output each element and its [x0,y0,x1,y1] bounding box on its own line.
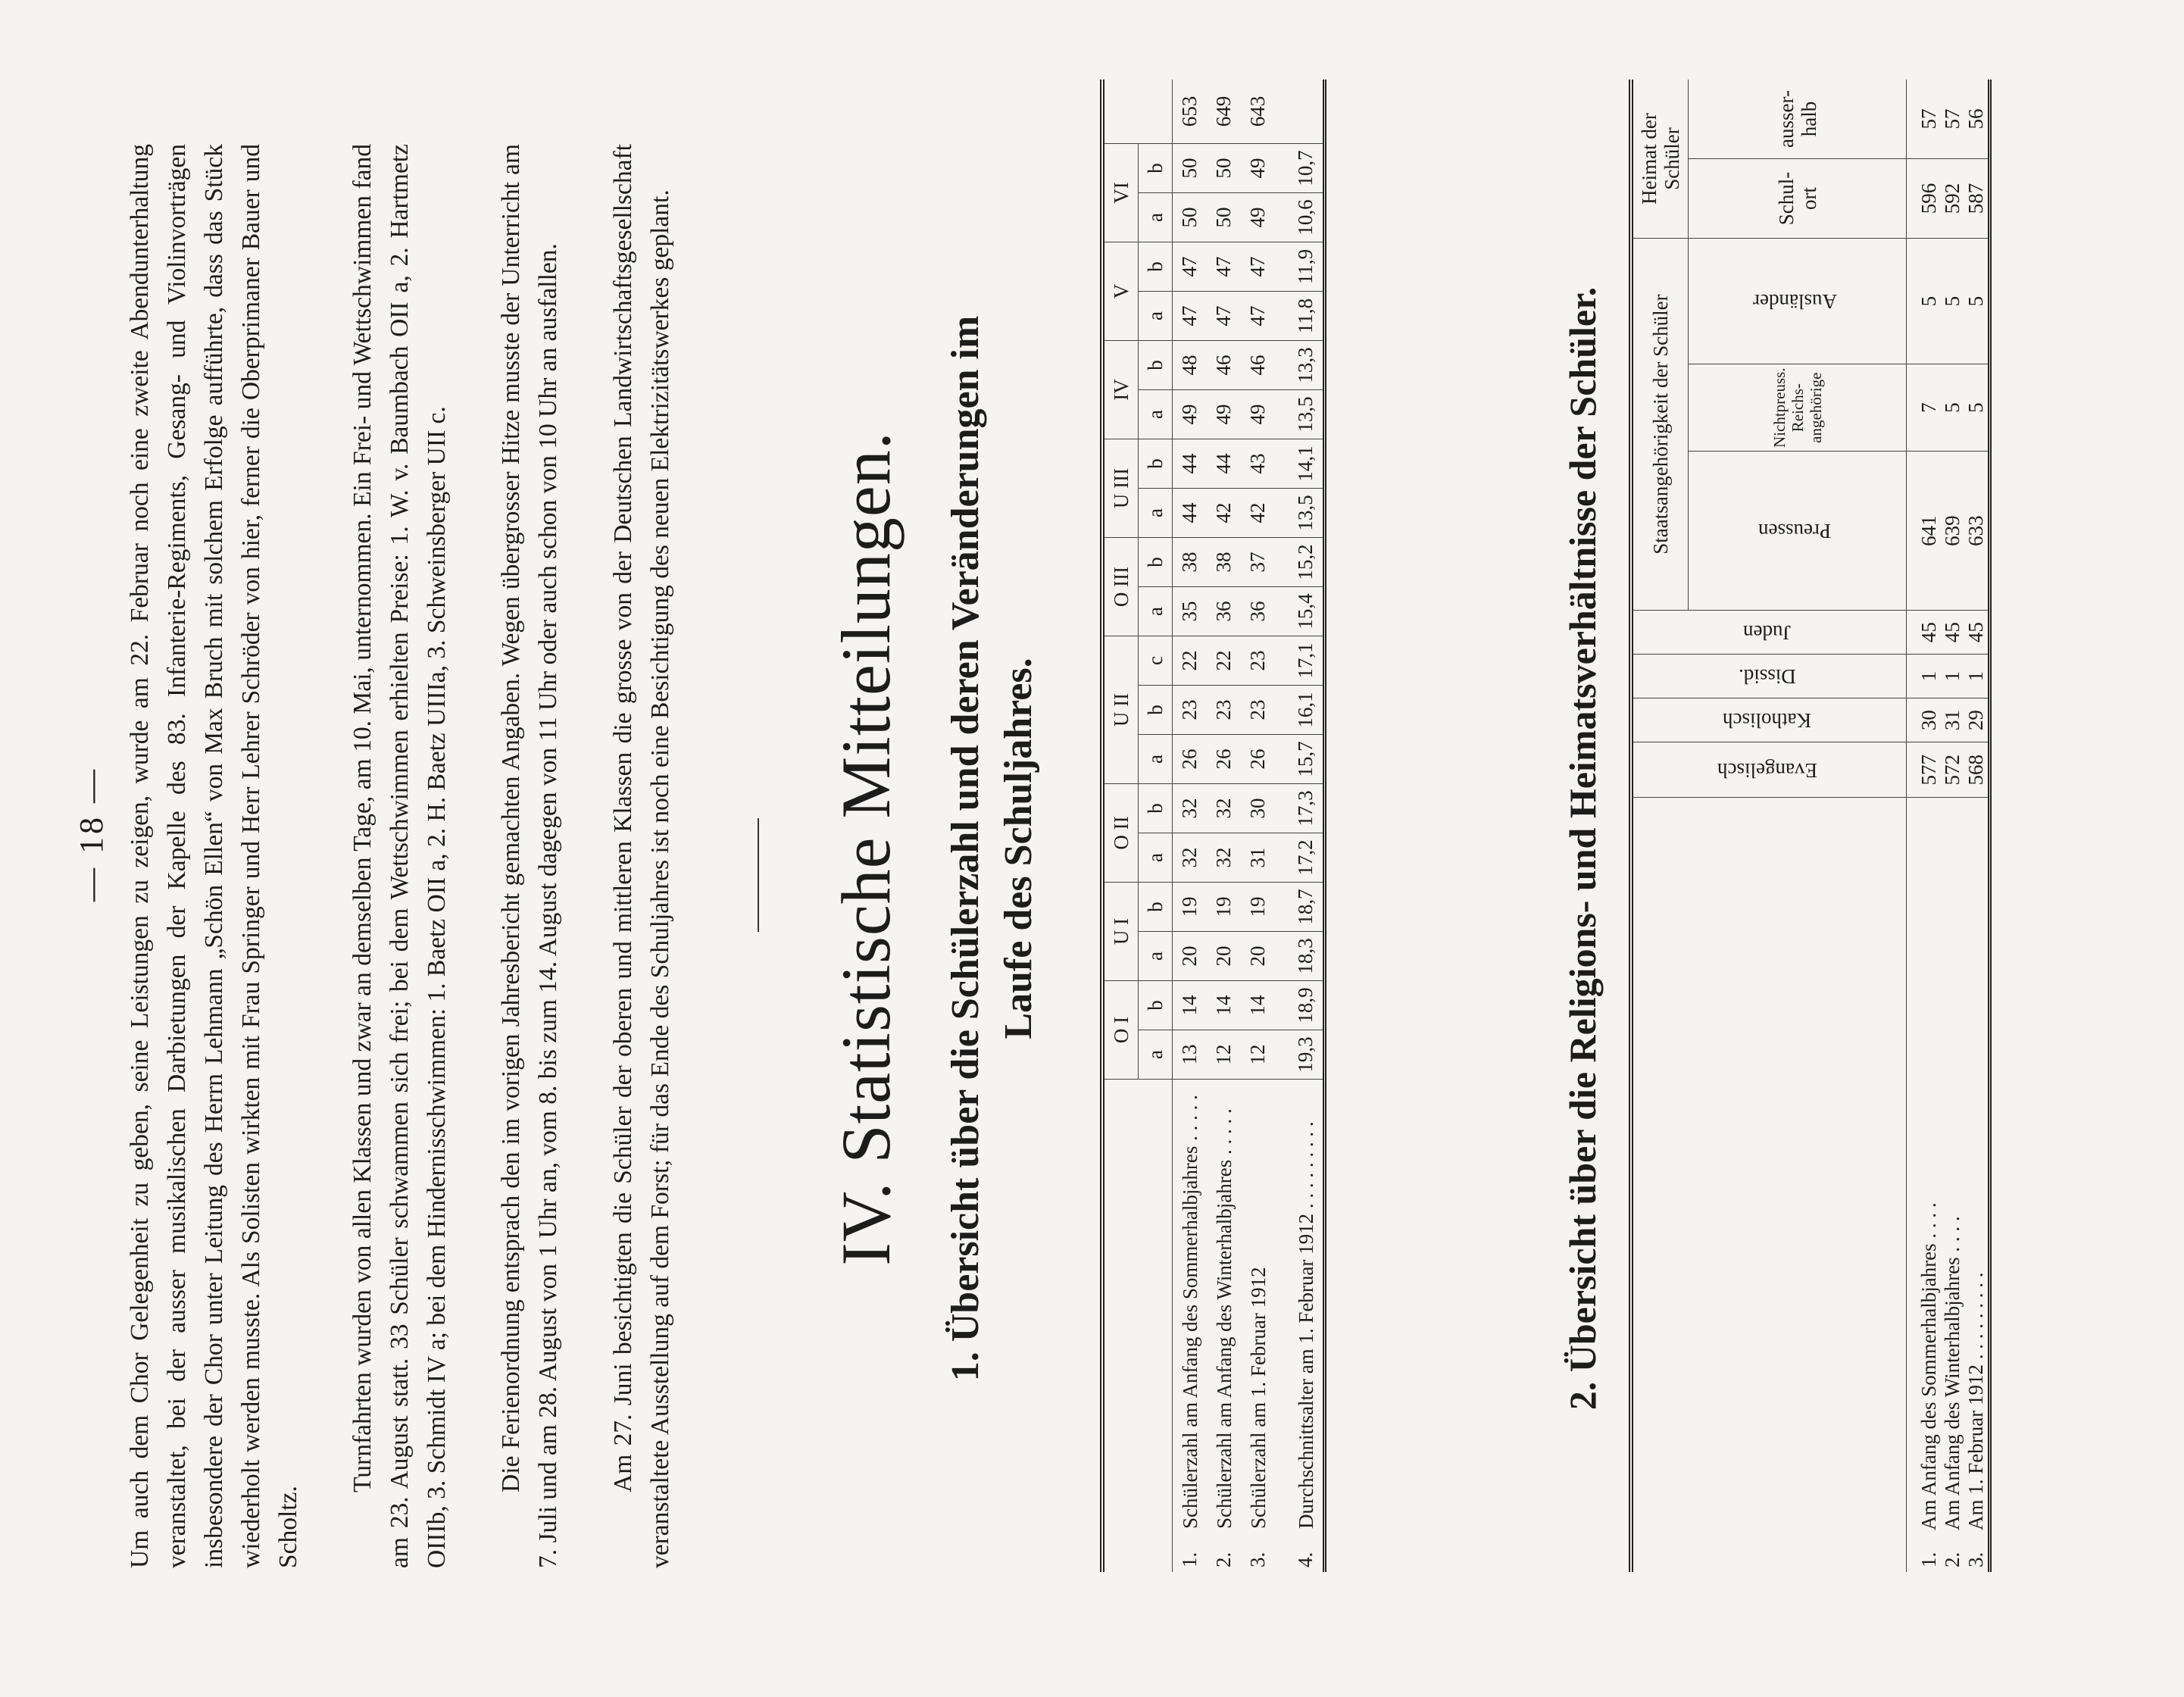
table-cell: 10,7 [1275,144,1325,193]
table-cell: 45 [1964,611,1990,655]
table-cell: 49 [1173,390,1208,439]
table-cell: 1 [1941,655,1964,698]
table-cell: 19 [1173,883,1208,932]
row-number: 1. [1178,1552,1201,1567]
table-cell: 23 [1207,686,1241,735]
table2-title: 2. Übersicht über die Religions- und Heimatsverhältnisse der Schüler. [1561,286,1604,1411]
table-cell: 47 [1241,292,1275,341]
table-cell: 14 [1241,981,1275,1030]
row-total [1275,80,1325,144]
table-cell: 47 [1207,292,1241,341]
subclass-header: b [1139,883,1173,932]
table-cell: 19 [1207,883,1241,932]
table-cell: 1 [1907,655,1942,698]
table-cell: 15,4 [1275,587,1325,636]
class-header: U III [1102,439,1139,538]
table-cell: 44 [1207,439,1241,489]
row-number: 2. [1941,1552,1964,1567]
label-header [1102,1080,1173,1573]
row-label: Am 1. Februar 1912 . . . . . . . . . [1964,1272,1987,1530]
subclass-header: b [1139,538,1173,587]
subclass-header: a [1139,833,1173,883]
table-cell: 57 [1907,80,1942,159]
table-cell: 23 [1241,686,1275,735]
row-number: 3. [1246,1552,1269,1567]
table-cell: 5 [1964,239,1990,364]
header-juden: Juden [1631,611,1907,655]
paragraph-holidays: Die Ferienordnung entsprach den im vorigen Jahresbericht gemachten Angaben. Wegen übergrosser Hitze musste der Unterricht am 7. Juli und am 28. August von 1 Uhr an, vom 8. bis zum 14. August dagegen von 11 Uhr oder auch schon von 10 Uhr an ausfallen. [497,144,562,1568]
subclass-header: a [1139,489,1173,538]
table-cell: 1 [1964,655,1990,698]
class-header: U II [1102,636,1139,784]
table-cell: 20 [1173,932,1208,981]
table-cell: 5 [1941,239,1964,364]
table-cell: 38 [1207,538,1241,587]
table-cell: 49 [1241,144,1275,193]
row-number: 3. [1964,1552,1987,1567]
table-cell: 37 [1241,538,1275,587]
table-cell: 18,3 [1275,932,1325,981]
table-cell: 14 [1207,981,1241,1030]
table-cell: 31 [1941,698,1964,742]
table-cell: 47 [1241,242,1275,292]
header-staat: Staatsangehörigkeit der Schüler [1631,239,1689,611]
subclass-header: b [1139,784,1173,833]
table-cell: 22 [1207,636,1241,686]
class-header: O I [1102,981,1139,1080]
subclass-header: b [1139,439,1173,489]
class-header: VI [1102,144,1139,242]
table-cell: 572 [1941,742,1964,798]
table-cell: 43 [1241,439,1275,489]
table-cell: 50 [1173,144,1208,193]
table-cell: 587 [1964,159,1990,239]
table-cell: 12 [1241,1030,1275,1080]
table-row [1964,80,1990,1572]
table-cell: 11,8 [1275,292,1325,341]
header-schulort: Schul- ort [1689,159,1907,239]
table-cell: 29 [1964,698,1990,742]
t2-label-header [1631,798,1907,1572]
table-cell: 13,5 [1275,489,1325,538]
subclass-header: a [1139,932,1173,981]
row-label: Am Anfang des Winterhalbjahres . . . . [1941,1216,1964,1530]
total-header [1102,80,1173,144]
table-cell: 44 [1173,489,1208,538]
religion-table [1629,80,1992,1572]
header-preussen: Preussen [1689,452,1907,611]
table-cell: 15,2 [1275,538,1325,587]
table-cell: 56 [1964,80,1990,159]
table-cell: 592 [1941,159,1964,239]
header-auslaender: Ausländer [1689,239,1907,364]
table-cell: 36 [1207,587,1241,636]
table-row [1241,80,1275,1572]
table-cell: 42 [1241,489,1275,538]
table-cell: 57 [1941,80,1964,159]
paragraph-sports: Turnfahrten wurden von allen Klassen und zwar an demselben Tage, am 10. Mai, unternommen. Ein Frei- und Wettschwimmen fand am 23. August statt. 33 Schüler schwammen sich frei; bei dem Wettschwimmen erhielten Preise: 1. W. v. Baumbach OII a, 2. Hartmetz OIIIb, 3. Schmidt IV a; bei dem Hindernisschwimmen: 1. Baetz OII a, 2. H. Baetz UIIIa, 3. Schweinsberger UII c. [348,144,451,1568]
table-row [1275,80,1325,1572]
table-cell: 5 [1941,364,1964,452]
table-cell: 22 [1173,636,1208,686]
table-cell: 7 [1907,364,1942,452]
table-cell: 13,5 [1275,390,1325,439]
table-row [1207,80,1241,1572]
table1-title-line2: Laufe des Schuljahres. [997,658,1040,1039]
table-cell: 45 [1907,611,1942,655]
table-cell: 47 [1173,292,1208,341]
page-number: — 18 — [73,767,110,902]
table-cell: 20 [1207,932,1241,981]
class-header: V [1102,242,1139,341]
table-cell: 17,1 [1275,636,1325,686]
table-cell: 50 [1173,193,1208,242]
table-row [1173,80,1208,1572]
table-cell: 50 [1207,144,1241,193]
table-cell: 10,6 [1275,193,1325,242]
header-nichtpreuss: Nichtpreuss. Reichs- angehörige [1689,364,1907,452]
paragraph-excursion: Am 27. Juni besichtigten die Schüler der oberen und mittleren Klassen die grosse von der Deutschen Landwirtschaftsgesellschaft veranstaltete Ausstellung auf dem Forst; für das Ende des Schuljahres ist noch eine Besichtigung des neuen Elektrizitätswerkes geplant. [609,144,674,1568]
table-cell: 35 [1173,587,1208,636]
table-cell: 48 [1173,341,1208,390]
table-cell: 50 [1207,193,1241,242]
divider-rule [758,818,759,932]
table-cell: 14,1 [1275,439,1325,489]
subclass-header: a [1139,735,1173,784]
table-cell: 13 [1173,1030,1208,1080]
class-header: O II [1102,784,1139,883]
row-label: Am Anfang des Sommerhalbjahres . . . . [1917,1202,1940,1530]
table-cell: 12 [1207,1030,1241,1080]
table-cell: 49 [1207,390,1241,439]
subclass-header: b [1139,242,1173,292]
table-cell: 45 [1941,611,1964,655]
table-cell: 47 [1207,242,1241,292]
subclass-header: a [1139,587,1173,636]
table-cell: 568 [1964,742,1990,798]
table-cell: 26 [1241,735,1275,784]
table-cell: 36 [1241,587,1275,636]
table-cell: 596 [1907,159,1942,239]
row-label: Schülerzahl am Anfang des Sommerhalbjahres . . . . . [1178,1095,1201,1529]
table-cell: 19 [1241,883,1275,932]
student-count-table [1100,80,1326,1572]
subclass-header: b [1139,144,1173,193]
table-cell: 16,1 [1275,686,1325,735]
row-total: 649 [1207,80,1241,144]
table-cell: 633 [1964,452,1990,611]
table-cell: 5 [1964,364,1990,452]
header-katholisch: Katholisch [1631,698,1907,742]
table-cell: 30 [1241,784,1275,833]
table-cell: 17,3 [1275,784,1325,833]
subclass-header: a [1139,1030,1173,1080]
header-dissid: Dissid. [1631,655,1907,698]
table-row [1907,80,1942,1572]
table-cell: 577 [1907,742,1942,798]
table-cell: 15,7 [1275,735,1325,784]
paragraph-concert: Um auch dem Chor Gelegenheit zu geben, seine Leistungen zu zeigen, wurde am 22. Februar noch eine zweite Abendunterhaltung veranstaltet, bei der ausser musikalischen Darbietungen der Kapelle des 83. Infanterie-Regiments, Gesang- und Violinvorträgen insbesondere der Chor unter Leitung des Herrn Lehmann „Schön Ellen“ von Max Bruch mit solchem Erfolge aufführte, dass das Stück wiederholt werden musste. Als Solisten wirkten mit Frau Springer und Herr Lehrer Schröder von hier, ferner die Oberprimaner Bauer und Scholtz. [126,144,302,1568]
row-number: 4. [1294,1552,1317,1567]
subclass-header: b [1139,686,1173,735]
table-cell: 26 [1207,735,1241,784]
table-cell: 641 [1907,452,1942,611]
header-evangelisch: Evangelisch [1631,742,1907,798]
table-cell: 639 [1941,452,1964,611]
subclass-header: a [1139,193,1173,242]
table-cell: 31 [1241,833,1275,883]
row-label: Schülerzahl am Anfang des Winterhalbjahres . . . . . [1212,1108,1236,1529]
table-cell: 49 [1241,193,1275,242]
table-cell: 23 [1173,686,1208,735]
table-cell: 32 [1173,784,1208,833]
table-cell: 49 [1241,390,1275,439]
table-cell: 20 [1241,932,1275,981]
section-title: IV. Statistische Mitteilungen. [827,431,905,1266]
table-cell: 32 [1173,833,1208,883]
subclass-header: b [1139,981,1173,1030]
header-ausserhalb: ausser- halb [1689,80,1907,159]
table-cell: 11,9 [1275,242,1325,292]
row-total: 653 [1173,80,1208,144]
table-cell: 42 [1207,489,1241,538]
class-header: O III [1102,538,1139,636]
subclass-header: a [1139,292,1173,341]
table-cell: 47 [1173,242,1208,292]
table-cell: 14 [1173,981,1208,1030]
table1-title-line1: 1. Übersicht über die Schülerzahl und deren Veränderungen im [944,315,987,1382]
table-cell: 46 [1207,341,1241,390]
t2-header-row1 [1631,80,1689,1572]
row-label: Schülerzahl am 1. Februar 1912 [1246,1267,1270,1529]
table-cell: 23 [1241,636,1275,686]
table-cell: 17,2 [1275,833,1325,883]
table-cell: 38 [1173,538,1208,587]
table-cell: 44 [1173,439,1208,489]
row-label: Durchschnittsalter am 1. Februar 1912 . . . . . . . . . [1294,1121,1317,1529]
table-cell: 32 [1207,833,1241,883]
subclass-header: c [1139,636,1173,686]
class-header: IV [1102,341,1139,439]
header-heimat: Heimat der Schüler [1631,80,1689,239]
subclass-header: b [1139,341,1173,390]
table-cell: 46 [1241,341,1275,390]
class-header-row [1102,80,1139,1572]
table-row [1941,80,1964,1572]
table-cell: 26 [1173,735,1208,784]
table-cell: 30 [1907,698,1942,742]
row-total: 643 [1241,80,1275,144]
table-cell: 18,7 [1275,883,1325,932]
table-cell: 5 [1907,239,1942,364]
table-cell: 18,9 [1275,981,1325,1030]
subclass-header: a [1139,390,1173,439]
table-cell: 13,3 [1275,341,1325,390]
row-number: 2. [1212,1552,1235,1567]
table-cell: 19,3 [1275,1030,1325,1080]
table-cell: 32 [1207,784,1241,833]
row-number: 1. [1917,1552,1940,1567]
class-header: U I [1102,883,1139,981]
